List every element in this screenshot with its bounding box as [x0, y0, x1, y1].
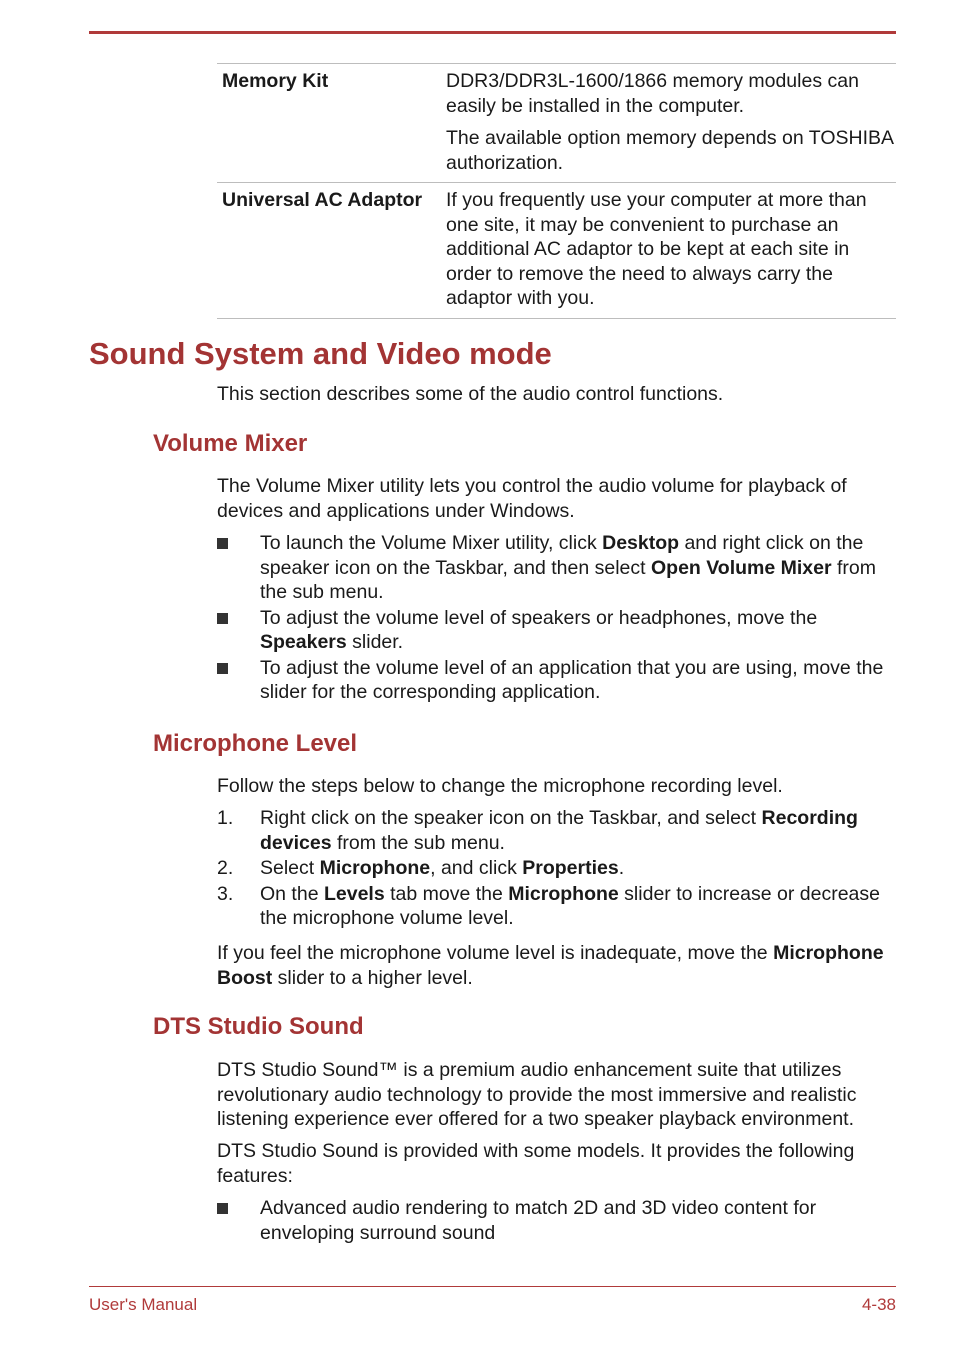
- spec-desc-paragraph: DDR3/DDR3L-1600/1866 memory modules can easily be installed in the computer.: [446, 70, 859, 117]
- bullet-square-icon: [217, 663, 228, 674]
- spec-desc: [446, 69, 896, 175]
- step-item: [217, 806, 896, 855]
- dts-paragraph-2: DTS Studio Sound is provided with some models. It provides the following features:: [217, 1140, 855, 1187]
- spec-row-ac-adaptor: [217, 183, 896, 319]
- list-item: [217, 531, 896, 605]
- dts-feature-list: [217, 1196, 896, 1246]
- text-run: .: [618, 857, 625, 879]
- section-intro: This section describes some of the audio control functions.: [217, 383, 724, 405]
- text-run: If you feel the microphone volume level is inadequate, move the: [217, 942, 774, 964]
- bullet-square-icon: [217, 1203, 228, 1214]
- spec-table: [217, 63, 896, 319]
- header-rule: [89, 31, 896, 34]
- volume-mixer-intro: The Volume Mixer utility lets you control the audio volume for playback of devices and applications under Windows.: [217, 475, 847, 522]
- microphone-level-intro: Follow the steps below to change the microphone recording level.: [217, 775, 783, 797]
- text-run: slider to increase or decrease the microphone volume level.: [260, 882, 880, 929]
- spec-row-memory-kit: [217, 64, 896, 183]
- bold-term: Open Volume Mixer: [650, 556, 832, 579]
- list-item: [217, 1196, 896, 1245]
- spec-name: Memory Kit: [222, 70, 329, 92]
- footer-title: User's Manual: [89, 1295, 198, 1314]
- text-run: , and click: [430, 857, 523, 879]
- microphone-steps-list: [217, 806, 896, 932]
- text-run: Right click on the speaker icon on the Taskbar, and select: [260, 807, 762, 829]
- bold-term: Levels: [323, 882, 385, 905]
- bold-term: Desktop: [602, 532, 680, 554]
- step-number: 3.: [217, 882, 234, 905]
- spec-desc: [446, 188, 896, 311]
- spec-desc-paragraph: If you frequently use your computer at more than one site, it may be convenient to purchase an additional AC adaptor to be kept at each site in order to remove the need to always carry the adaptor with you.: [446, 189, 867, 309]
- step-number: 1.: [217, 807, 234, 829]
- microphone-level-heading: Microphone Level: [153, 730, 358, 757]
- bullet-square-icon: [217, 613, 228, 624]
- text-run: tab move the: [384, 882, 509, 905]
- spec-desc-paragraph: The available option memory depends on TOSHIBA authorization.: [446, 127, 893, 174]
- step-item: [217, 856, 896, 881]
- microphone-note: [217, 941, 896, 990]
- text-run: and right click on the speaker icon on the Taskbar, and then select: [260, 532, 864, 579]
- text-run: from the sub menu.: [331, 831, 505, 854]
- bold-term: Microphone: [319, 857, 431, 879]
- bold-term: Microphone: [508, 882, 619, 905]
- text-run: To launch the Volume Mixer utility, click: [260, 532, 603, 554]
- text-run: On the: [260, 882, 324, 905]
- volume-mixer-bullet-list: [217, 531, 896, 706]
- bold-term: Speakers: [260, 631, 347, 653]
- bold-term: Microphone Boost: [217, 942, 884, 989]
- text-run: Select: [260, 857, 320, 879]
- list-item: [217, 606, 896, 655]
- spec-name: Universal AC Adaptor: [222, 189, 423, 211]
- bold-term: Recording devices: [260, 807, 858, 854]
- volume-mixer-heading: Volume Mixer: [153, 430, 308, 457]
- text-run: To adjust the volume level of speakers or headphones, move the: [260, 606, 818, 629]
- text-run: Advanced audio rendering to match 2D and 3D video content for enveloping surround sound: [260, 1197, 817, 1244]
- text-run: from the sub menu.: [260, 556, 877, 603]
- bold-term: Properties: [522, 857, 619, 879]
- bullet-square-icon: [217, 538, 228, 549]
- text-run: slider.: [346, 631, 404, 653]
- step-item: [217, 882, 896, 931]
- dts-paragraph-1: DTS Studio Sound™ is a premium audio enhancement suite that utilizes revolutionary audio technology to provide the most immersive and realistic listening experience ever offered for a two speaker playback environment.: [217, 1059, 857, 1130]
- dts-heading: DTS Studio Sound: [153, 1013, 364, 1040]
- page-number: 4-38: [861, 1295, 896, 1314]
- text-run: slider to a higher level.: [272, 966, 473, 989]
- footer-rule: [89, 1286, 896, 1287]
- text-run: To adjust the volume level of an application that you are using, move the slider for the corresponding application.: [260, 656, 884, 703]
- list-item: [217, 656, 896, 705]
- section-title: Sound System and Video mode: [89, 336, 552, 371]
- step-number: 2.: [217, 857, 234, 879]
